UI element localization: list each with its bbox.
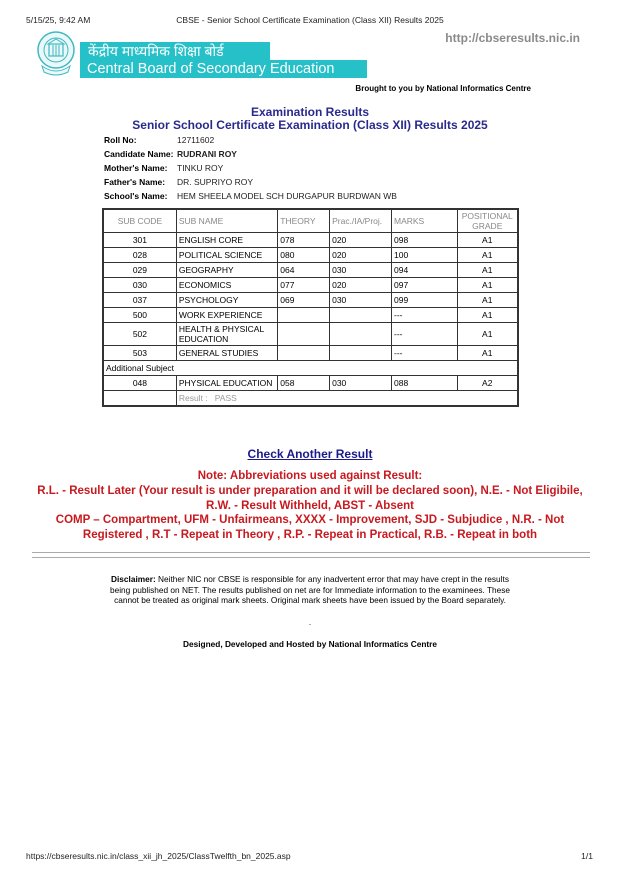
print-date: 5/15/25, 9:42 AM: [26, 15, 91, 25]
detail-value: 12711602: [177, 135, 215, 145]
cbse-emblem-icon: [36, 30, 76, 78]
designed-by-text: Designed, Developed and Hosted by National Informatics Centre: [182, 639, 438, 649]
detail-father-name: [104, 175, 397, 189]
cell-code: 037: [103, 293, 176, 308]
cell-marks: ---: [391, 346, 457, 361]
additional-subject-row: [103, 361, 518, 376]
detail-value: RUDRANI ROY: [177, 149, 237, 159]
additional-subject-label: Additional Subject: [103, 361, 518, 376]
cell-grade: A1: [457, 346, 518, 361]
cell-code: 503: [103, 346, 176, 361]
disclaimer: [100, 574, 520, 606]
print-page-number: 1/1: [581, 851, 593, 861]
print-page-title: CBSE - Senior School Certificate Examination (Class XII) Results 2025: [176, 15, 444, 25]
cell-marks: 099: [391, 293, 457, 308]
cell-prac: [330, 346, 392, 361]
cell-code: 301: [103, 233, 176, 248]
cell-name: ENGLISH CORE: [176, 233, 277, 248]
cell-name: GEOGRAPHY: [176, 263, 277, 278]
cell-name: HEALTH & PHYSICAL EDUCATION: [176, 323, 277, 346]
result-row: [103, 391, 518, 407]
cell-theory: 077: [278, 278, 330, 293]
cell-marks: 088: [391, 376, 457, 391]
marks-table: [102, 208, 519, 407]
table-row: [103, 263, 518, 278]
detail-label: Mother's Name:: [104, 163, 168, 173]
result-label: Result :: [178, 393, 208, 403]
note-abbreviations-1: R.L. - Result Later (Your result is under preparation and it will be declared soon), N.E. - Not Eligibile, R.W. - Result Withheld, ABST - Absent: [37, 485, 583, 512]
detail-label: Father's Name:: [104, 177, 166, 187]
cell-prac: 030: [330, 376, 392, 391]
cell-code: 048: [103, 376, 176, 391]
site-url: http://cbseresults.nic.in: [445, 31, 580, 45]
cell-code: 030: [103, 278, 176, 293]
print-footer-url: https://cbseresults.nic.in/class_xii_jh_2025/ClassTwelfth_bn_2025.asp: [26, 851, 291, 861]
result-cell: [176, 391, 518, 407]
cell-prac: [330, 308, 392, 323]
cell-name: PSYCHOLOGY: [176, 293, 277, 308]
table-row: [103, 346, 518, 361]
header-sub-name: SUB NAME: [176, 209, 277, 233]
cell-grade: A1: [457, 248, 518, 263]
header-theory: THEORY: [278, 209, 330, 233]
cell-marks: 097: [391, 278, 457, 293]
candidate-details: [104, 133, 397, 203]
detail-value: DR. SUPRIYO ROY: [177, 177, 254, 187]
detail-candidate-name: [104, 147, 397, 161]
cell-prac: 020: [330, 233, 392, 248]
table-row: [103, 376, 518, 391]
cell-theory: [278, 308, 330, 323]
disclaimer-label: Disclaimer:: [111, 574, 156, 584]
cell-theory: 064: [278, 263, 330, 278]
cell-grade: A1: [457, 293, 518, 308]
cell-prac: 030: [330, 293, 392, 308]
detail-label: School's Name:: [104, 191, 168, 201]
table-header-row: [103, 209, 518, 233]
header-marks: MARKS: [391, 209, 457, 233]
cell-grade: A1: [457, 233, 518, 248]
page-subtitle: Senior School Certificate Examination (Class XII) Results 2025: [132, 118, 488, 132]
detail-label: Candidate Name:: [104, 149, 174, 159]
separator-dot: .: [308, 618, 312, 627]
cell-grade: A2: [457, 376, 518, 391]
cell-prac: 020: [330, 278, 392, 293]
cell-grade: A1: [457, 323, 518, 346]
check-another-result-link[interactable]: Check Another Result: [247, 447, 373, 461]
brought-by-text: Brought to you by National Informatics Centre: [355, 84, 531, 93]
disclaimer-text: Neither NIC nor CBSE is responsible for any inadvertent error that may have crept in the results being published on NET. The results published on net are for Immediate information to the examinees. These cannot be treated as original mark sheets. Original mark sheets have been issued by the Board separately.: [109, 574, 511, 606]
table-row: [103, 248, 518, 263]
header-practical: Prac./IA/Proj.: [330, 209, 392, 233]
detail-roll-no: [104, 133, 397, 147]
detail-mother-name: [104, 161, 397, 175]
cell-code: 029: [103, 263, 176, 278]
cell-name: WORK EXPERIENCE: [176, 308, 277, 323]
result-empty-cell: [103, 391, 176, 407]
cell-marks: 094: [391, 263, 457, 278]
divider: [32, 557, 590, 558]
cell-marks: 100: [391, 248, 457, 263]
divider: [32, 552, 590, 553]
cell-name: ECONOMICS: [176, 278, 277, 293]
table-row: [103, 323, 518, 346]
banner-hindi-title: केंद्रीय माध्यमिक शिक्षा बोर्ड: [80, 42, 270, 60]
cell-code: 502: [103, 323, 176, 346]
banner-english-title: Central Board of Secondary Education: [80, 60, 367, 78]
table-row: [103, 278, 518, 293]
note-title: Note: Abbreviations used against Result:: [197, 470, 423, 482]
cell-theory: [278, 323, 330, 346]
cell-prac: 020: [330, 248, 392, 263]
cell-code: 028: [103, 248, 176, 263]
cell-grade: A1: [457, 278, 518, 293]
page-title: Examination Results: [250, 105, 370, 119]
detail-value: TINKU ROY: [177, 163, 224, 173]
cell-prac: [330, 323, 392, 346]
cell-marks: 098: [391, 233, 457, 248]
cell-grade: A1: [457, 263, 518, 278]
cell-name: POLITICAL SCIENCE: [176, 248, 277, 263]
cell-marks: ---: [391, 323, 457, 346]
cell-theory: 080: [278, 248, 330, 263]
table-row: [103, 233, 518, 248]
table-row: [103, 293, 518, 308]
result-value: PASS: [214, 393, 237, 403]
cell-theory: [278, 346, 330, 361]
detail-school-name: [104, 189, 397, 203]
cell-grade: A1: [457, 308, 518, 323]
detail-label: Roll No:: [104, 135, 137, 145]
cell-theory: 078: [278, 233, 330, 248]
cell-name: GENERAL STUDIES: [176, 346, 277, 361]
cell-code: 500: [103, 308, 176, 323]
header-sub-code: SUB CODE: [103, 209, 176, 233]
table-row: [103, 308, 518, 323]
cell-name: PHYSICAL EDUCATION: [176, 376, 277, 391]
note-abbreviations-2: COMP – Compartment, UFM - Unfairmeans, XXXX - Improvement, SJD - Subjudice , N.R. - Not Registered , R.T - Repeat in Theory , R.P. - Repeat in Practical, R.B. - Repeat in both: [55, 514, 565, 541]
header-positional-grade: POSITIONAL GRADE: [457, 209, 518, 233]
cell-prac: 030: [330, 263, 392, 278]
cell-theory: 069: [278, 293, 330, 308]
cell-theory: 058: [278, 376, 330, 391]
cell-marks: ---: [391, 308, 457, 323]
detail-value: HEM SHEELA MODEL SCH DURGAPUR BURDWAN WB: [177, 191, 397, 201]
